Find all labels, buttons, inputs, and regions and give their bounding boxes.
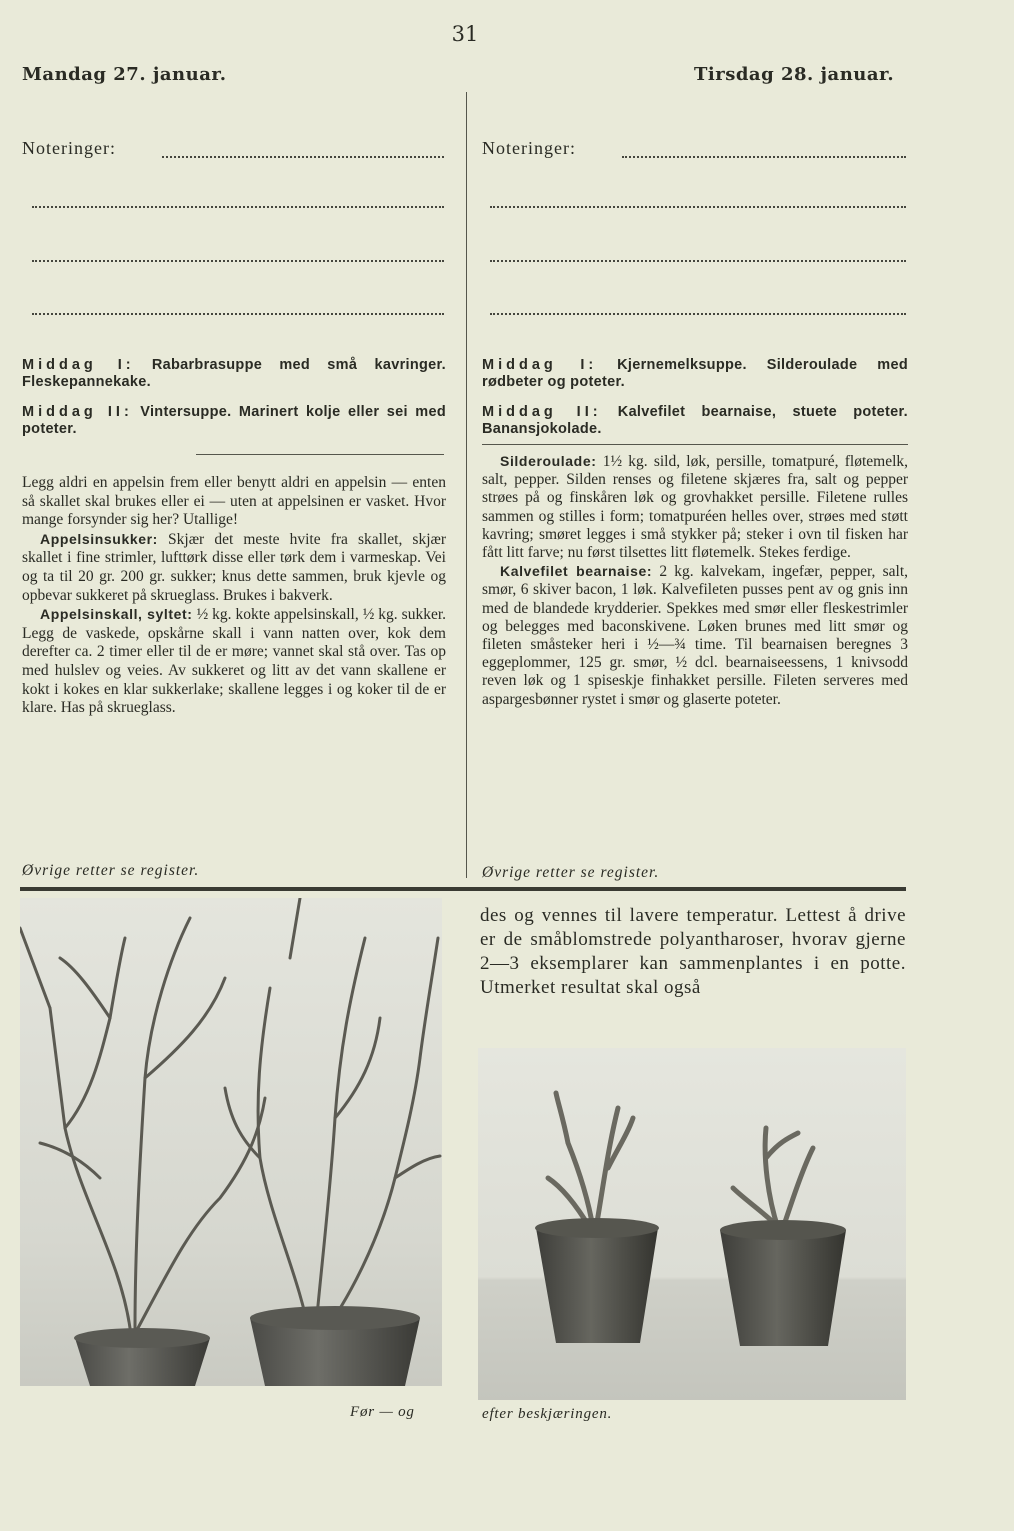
photo-before-pruning <box>20 898 442 1386</box>
caption-right: efter beskjæringen. <box>482 1406 613 1422</box>
photo-after-pruning <box>478 1048 906 1400</box>
left-notes-line <box>162 156 444 158</box>
left-footer-note: Øvrige retter se register. <box>22 862 200 879</box>
right-notes-line <box>622 156 906 158</box>
left-notes-label: Noteringer: <box>22 138 116 158</box>
column-divider <box>466 92 467 878</box>
left-notes-line <box>32 206 444 208</box>
right-body <box>482 452 908 709</box>
right-para-2: Kalvefilet bearnaise: 2 kg. kalvekam, ingefær, pepper, salt, smør, 6 skiver bacon, 1 løk. Kalvefileten pusses pent av og gnis inn med de blandede krydderier. Spekkes med smør eller fleskestrimler og belegges med baconskivene. Løken brunes med litt smør og fileten småsteker heri i ½—¾ time. Til bearnaisen beregnes 3 eggeplommer, 125 gr. smør, ½ dcl. bearnaiseessens, 1 knivsodd reven løk og 1 spiseskje finhakket persille. Fileten serveres med aspargesbønner rystet i smør og glaserte poteter. <box>482 563 908 708</box>
page-number: 31 <box>451 22 479 46</box>
right-para-1: Silderoulade: 1½ kg. sild, løk, persille, tomatpuré, fløtemelk, salt, pepper. Silden renses og filetene skjæres fra, salt og pepper strøes på og finskåren løk og grovhakket persille. Filetene rulles sammen og stilles i form; tomatpuréen helles over, strøes med støtt kavring; smøret legges i små stykker på; steker i ovn til fisken har fått litt farve; nu først tilsettes litt fløtemelk. Stekes ferdige. <box>482 453 909 562</box>
left-middag-1: Middag I: Rabarbrasuppe med små kavringer. Fleskepannekake. <box>22 357 446 390</box>
left-middag-2: Middag II: Vintersuppe. Marinert kolje eller sei med poteter. <box>22 404 446 437</box>
right-middag-2: Middag II: Kalvefilet bearnaise, stuete poteter. Banansjokolade. <box>482 404 908 437</box>
left-para-3: Appelsinskall, syltet: ½ kg. kokte appelsinskall, ½ kg. sukker. Legg de vaskede, opskårne skall i vann natten over, kok dem derefter ca. 2 timer eller til de er møre; vannet skal stå over. Tas op med hulslev og veies. Av sukkeret og litt av det vann skallene er kokt i kokes en klar sukkerlake; skallene legges i og koker til de er klare. Has på skrueglass. <box>22 606 447 717</box>
right-notes-line <box>490 313 906 315</box>
left-para-1: Legg aldri en appelsin frem eller benytt aldri en appelsin — enten så skallet skal brukes eller ei — uten at appelsinen er vasket. Hvor mange forsynder sig her? Utallige! <box>22 474 446 529</box>
left-notes-line <box>32 260 444 262</box>
left-notes-line <box>32 313 444 315</box>
left-rule <box>196 454 444 455</box>
left-day-heading: Mandag 27. januar. <box>22 64 227 85</box>
right-notes-line <box>490 206 906 208</box>
right-middag-1: Middag I: Kjernemelksuppe. Silderoulade med rødbeter og poteter. <box>482 357 908 390</box>
section-rule <box>20 887 906 891</box>
right-footer-note: Øvrige retter se register. <box>482 864 660 881</box>
right-notes-label: Noteringer: <box>482 138 576 158</box>
right-rule <box>482 444 908 445</box>
left-para-2: Appelsinsukker: Skjær det meste hvite fra skallet, skjær skallet i fine strimler, lufttørk disse eller tørk dem i varmeskap. Vei og ta til 20 gr. 200 gr. sukker; knus dette sammen, bruk kjevle og opbevar sukkeret på skrueglass. Brukes i bakverk. <box>22 530 447 604</box>
right-notes-line <box>490 260 906 262</box>
right-day-heading: Tirsdag 28. januar. <box>694 64 895 85</box>
bottom-paragraph: des og vennes til lavere temperatur. Lettest å drive er de småblomstrede polyantharoser, hvorav gjerne 2—3 eksemplarer kan sammenplantes i en potte. Utmerket resultat skal også <box>480 905 906 998</box>
caption-left: Før — og <box>350 1404 415 1420</box>
left-body <box>22 474 446 718</box>
